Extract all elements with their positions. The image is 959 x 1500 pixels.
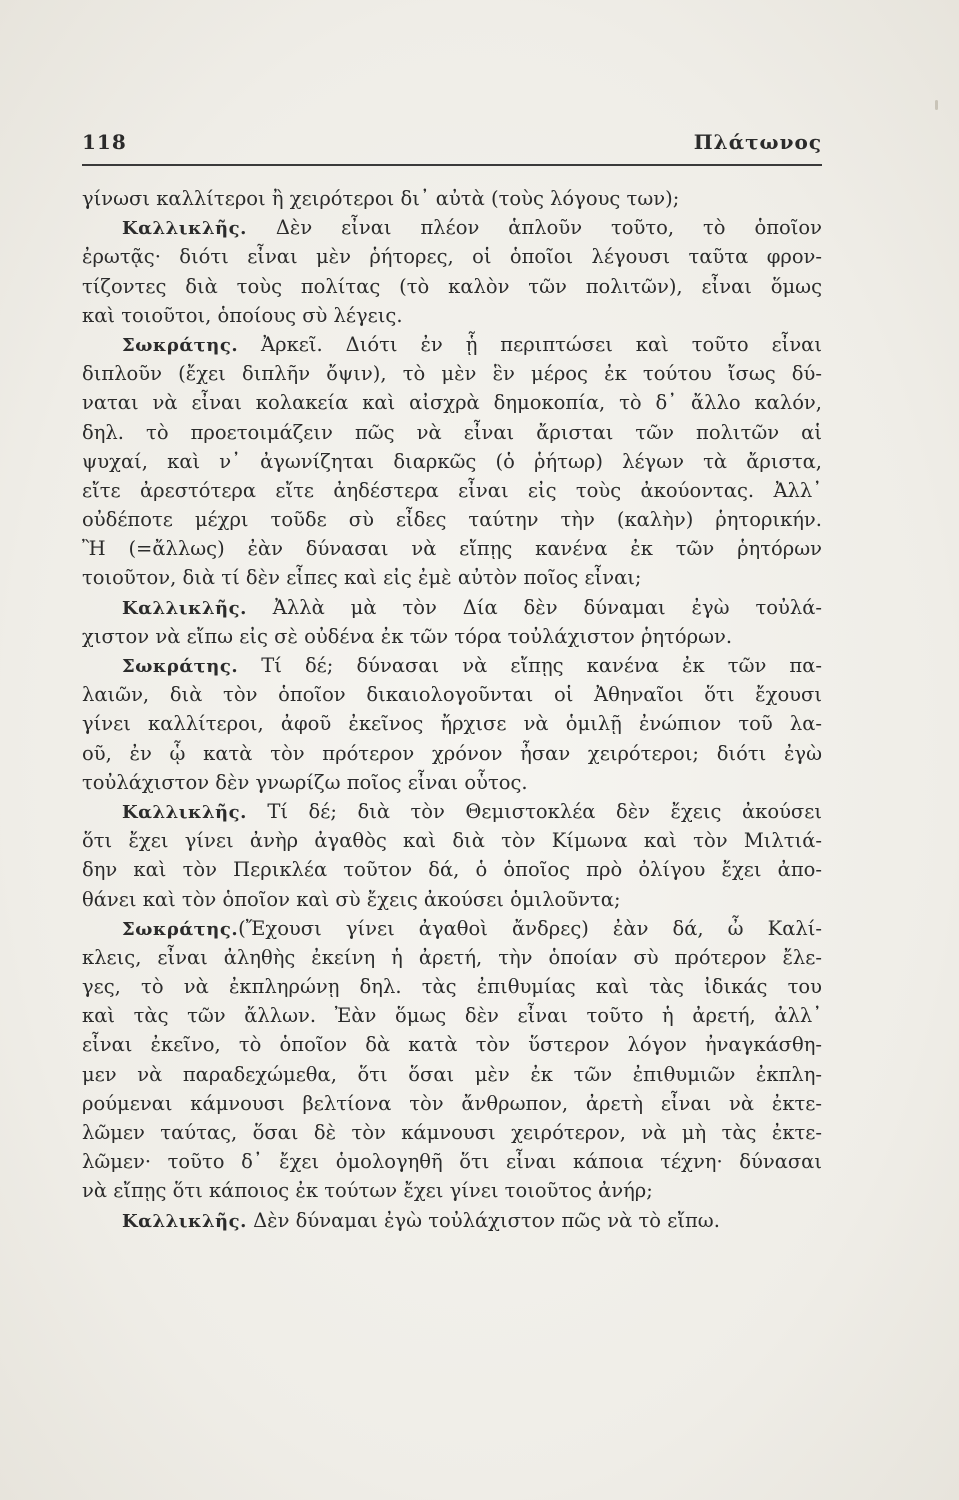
- text-line: γίνει καλλίτεροι, ἀφοῦ ἐκεῖνος ἤρχισε νὰ ὁμιλῇ ἐνώπιον τοῦ λα-: [82, 712, 822, 736]
- text-line: Σωκράτης.(Ἔχουσι γίνει ἀγαθοὶ ἄνδρες) ἐὰν δά, ὦ Καλί-: [122, 916, 822, 940]
- text-line: Σωκράτης. Τί δέ; δύνασαι νὰ εἴπῃς κανένα ἐκ τῶν πα-: [122, 654, 822, 677]
- speaker-socrates: Σωκράτης.: [122, 334, 239, 356]
- speaker-socrates: Σωκράτης.: [122, 656, 239, 677]
- text-line: λῶμεν ταύτας, ὅσαι δὲ τὸν κάμνουσι χειρότερον, νὰ μὴ τὰς ἐκτε-: [82, 1121, 822, 1144]
- speaker-callicles: Καλλικλῆς.: [122, 218, 247, 240]
- text-line: ἐρωτᾷς· διότι εἶναι μὲν ῥήτορες, οἱ ὁποῖοι λέγουσι ταῦτα φρον-: [82, 245, 822, 269]
- text-line: οὐδέποτε μέχρι τοῦδε σὺ εἶδες ταύτην τὴν (καλὴν) ῥητορικήν.: [82, 508, 822, 532]
- text-line: Καλλικλῆς. Τί δέ; διὰ τὸν Θεμιστοκλέα δὲν ἔχεις ἀκούσει: [122, 799, 822, 823]
- text-line: λῶμεν· τοῦτο δ᾽ ἔχει ὁμολογηθῆ ὅτι εἶναι κάποια τέχνη· δύνασαι: [82, 1150, 822, 1174]
- text-line: χιστον νὰ εἴπω εἰς σὲ οὐδένα ἐκ τῶν τόρα τοὐλάχιστον ῥητόρων.: [82, 624, 733, 648]
- text-line: καὶ τὰς τῶν ἄλλων. Ἐὰν ὅμως δὲν εἶναι τοῦτο ἡ ἀρετή, ἀλλ᾽: [82, 1004, 822, 1028]
- text-line: λαιῶν, διὰ τὸν ὁποῖον δικαιολογοῦνται οἱ Ἀθηναῖοι ὅτι ἔχουσι: [82, 683, 822, 707]
- text-line: ὅτι ἔχει γίνει ἀνὴρ ἀγαθὸς καὶ διὰ τὸν Κίμωνα καὶ τὸν Μιλτιά-: [82, 829, 822, 853]
- page-number: 118: [82, 130, 127, 154]
- speaker-callicles: Καλλικλῆς.: [122, 597, 247, 619]
- running-head: Πλάτωνος: [693, 130, 822, 154]
- text-line: ρούμεναι κάμνουσι βελτίονα τὸν ἄνθρωπον, ἀρετὴ εἶναι νὰ ἐκτε-: [82, 1091, 822, 1115]
- text-line: Σωκράτης. Ἀρκεῖ. Διότι ἐν ᾗ περιπτώσει καὶ τοῦτο εἶναι: [122, 332, 822, 356]
- text-line: εἶναι ἐκεῖνο, τὸ ὁποῖον δὰ κατὰ τὸν ὕστερον λόγον ἠναγκάσθη-: [82, 1033, 822, 1057]
- text-line: οῦ, ἐν ᾧ κατὰ τὸν πρότερον χρόνον ἦσαν χειρότεροι; διότι ἐγὼ: [82, 741, 822, 765]
- text-line: Καλλικλῆς. Δὲν δύναμαι ἐγὼ τοὐλάχιστον πῶς νὰ τὸ εἴπω.: [122, 1208, 720, 1232]
- text-line: δην καὶ τὸν Περικλέα τοῦτον δά, ὁ ὁποῖος πρὸ ὀλίγου ἔχει ἀπο-: [82, 858, 822, 882]
- text-line: Καλλικλῆς. Δὲν εἶναι πλέον ἁπλοῦν τοῦτο, τὸ ὁποῖον: [122, 216, 822, 240]
- body-text: [82, 184, 822, 1235]
- text-line: Ἢ (=ἄλλως) ἐὰν δύνασαι νὰ εἴπῃς κανένα ἐκ τῶν ῥητόρων: [82, 537, 822, 561]
- text-line: γες, τὸ νὰ ἐκπληρώνῃ δηλ. τὰς ἐπιθυμίας καὶ τὰς ἰδικάς του: [82, 975, 822, 999]
- text-line: νὰ εἴπῃς ὅτι κάποιος ἐκ τούτων ἔχει γίνει τοιοῦτος ἀνήρ;: [82, 1179, 653, 1203]
- speaker-socrates: Σωκράτης.: [122, 918, 239, 940]
- text-line: διπλοῦν (ἔχει διπλῆν ὄψιν), τὸ μὲν ἓν μέρος ἐκ τούτου ἴσως δύ-: [82, 362, 822, 386]
- text-line: τοὐλάχιστον δὲν γνωρίζω ποῖος εἶναι οὗτος.: [82, 770, 528, 794]
- text-line: ψυχαί, καὶ ν᾽ ἀγωνίζηται διαρκῶς (ὁ ῥήτωρ) λέγων τὰ ἄριστα,: [82, 449, 822, 473]
- speaker-callicles: Καλλικλῆς.: [122, 801, 247, 823]
- text-line: εἴτε ἀρεστότερα εἴτε ἀηδέστερα εἶναι εἰς τοὺς ἀκούοντας. Ἀλλ᾽: [82, 478, 822, 502]
- text-line: κλεις, εἶναι ἀληθὴς ἐκείνη ἡ ἀρετή, τὴν ὁποίαν σὺ πρότερον ἔλε-: [82, 945, 822, 969]
- page-spot: [935, 100, 938, 110]
- text-line: τίζοντες διὰ τοὺς πολίτας (τὸ καλὸν τῶν πολιτῶν), εἶναι ὅμως: [82, 274, 822, 298]
- text-line: γίνωσι καλλίτεροι ἢ χειρότεροι δι᾽ αὐτὰ (τοὺς λόγους των);: [82, 187, 680, 210]
- text-line: μεν νὰ παραδεχώμεθα, ὅτι ὅσαι μὲν ἐκ τῶν ἐπιθυμιῶν ἐκπλη-: [82, 1062, 822, 1086]
- text-line: τοιοῦτον, διὰ τί δὲν εἶπες καὶ εἰς ἐμὲ αὐτὸν ποῖος εἶναι;: [82, 566, 642, 590]
- page-header: [82, 120, 822, 166]
- text-line: Καλλικλῆς. Ἀλλὰ μὰ τὸν Δία δὲν δύναμαι ἐγὼ τοὐλά-: [122, 595, 822, 619]
- text-line: καὶ τοιοῦτοι, ὁποίους σὺ λέγεις.: [82, 303, 403, 327]
- text-line: ναται νὰ εἶναι κολακεία καὶ αἰσχρὰ δημοκοπία, τὸ δ᾽ ἄλλο καλόν,: [82, 391, 822, 415]
- text-line: δηλ. τὸ προετοιμάζειν πῶς νὰ εἶναι ἄρισται τῶν πολιτῶν αἱ: [82, 420, 822, 444]
- text-line: θάνει καὶ τὸν ὁποῖον καὶ σὺ ἔχεις ἀκούσει ὁμιλοῦντα;: [82, 887, 621, 911]
- speaker-callicles: Καλλικλῆς.: [122, 1210, 247, 1232]
